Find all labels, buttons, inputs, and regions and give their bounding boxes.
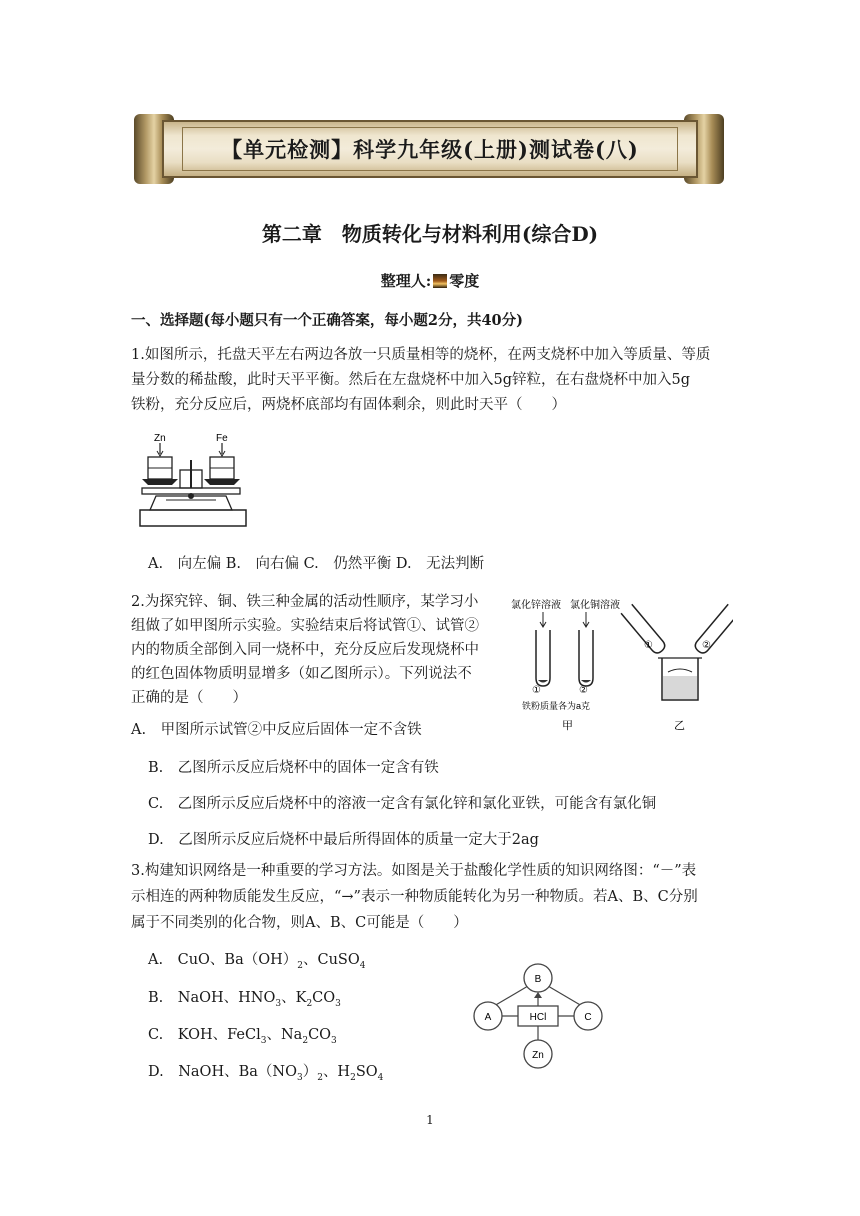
hcl-network-diagram (468, 960, 608, 1072)
organizer-label: 整理人: (380, 272, 432, 290)
q2-line: 组做了如甲图所示实验。实验结束后将试管①、试管② (131, 618, 479, 634)
poured-tube-2-label: ② (702, 640, 711, 651)
tube-2-label: ② (579, 685, 588, 696)
fe-label: Fe (216, 433, 228, 444)
section-title: 一、选择题(每小题只有一个正确答案，每小题2分，共40分) (131, 312, 523, 329)
zn-label: Zn (154, 433, 166, 444)
organizer-line (0, 270, 860, 291)
iron-mass-caption: 铁粉质量各为a克 (522, 701, 591, 711)
q3-line: 示相连的两种物质能发生反应，“→”表示一种物质能转化为另一种物质。若A、B、C分别 (131, 889, 698, 905)
q2-line: 正确的是（ ） (131, 690, 247, 706)
q3-stem (131, 858, 698, 936)
figure-yi-label: 乙 (674, 720, 685, 732)
q1-line: 量分数的稀盐酸，此时天平平衡。然后在左盘烧杯中加入5g锌粒，在右盘烧杯中加入5g (131, 372, 691, 388)
node-c-label: C (584, 1012, 592, 1023)
q1-line: 1.如图所示，托盘天平左右两边各放一只质量相等的烧杯，在两支烧杯中加入等质量、等质 (131, 347, 711, 363)
copper-chloride-label: 氯化铜溶液 (570, 600, 620, 611)
organizer-name: 零度 (449, 272, 480, 290)
q1-stem (131, 343, 710, 418)
node-hcl-label: HCl (529, 1012, 547, 1023)
zinc-chloride-label: 氯化锌溶液 (511, 600, 561, 611)
q2-line: 内的物质全部倒入同一烧杯中，充分反应后发现烧杯中 (131, 642, 479, 658)
tube-1-label: ① (532, 685, 541, 696)
q2-option-b: B. 乙图所示反应后烧杯中的固体一定含有铁 (148, 760, 439, 776)
q3-line: 属于不同类别的化合物，则A、B、C可能是（ ） (131, 915, 468, 931)
test-tube-figure (508, 592, 733, 740)
node-a-label: A (484, 1012, 492, 1023)
q2-option-c: C. 乙图所示反应后烧杯中的溶液一定含有氯化锌和氯化亚铁，可能含有氯化铜 (148, 796, 657, 812)
q2-stem (131, 590, 479, 710)
q3-option-d: D. NaOH、$Ba(NO_3)_2$、$H_2SO_4$ (148, 1064, 384, 1083)
balance-figure (136, 430, 256, 530)
node-b-label: B (534, 974, 542, 985)
figure-jia-label: 甲 (562, 720, 573, 732)
organizer-logo-icon (433, 274, 447, 288)
q2-option-d: D. 乙图所示反应后烧杯中最后所得固体的质量一定大于2ag (148, 832, 539, 848)
q3-option-b: B. NaOH、$HNO_3$、$K_2CO_3$ (148, 990, 341, 1009)
q3-option-a: A. CuO、$Ba(OH)_2$、CuSO$_4$ (148, 952, 366, 971)
q1-options: A. 向左偏 B. 向右偏 C. 仍然平衡 D. 无法判断 (148, 556, 485, 572)
chapter-heading: 第二章 物质转化与材料利用(综合D) (261, 222, 599, 246)
q1-line: 铁粉，充分反应后，两烧杯底部均有固体剩余，则此时天平（ ） (131, 397, 566, 413)
document-title: 【单元检测】科学九年级(上册)测试卷(八) (182, 127, 678, 171)
q2-option-a: A. 甲图所示试管②中反应后固体一定不含铁 (131, 722, 422, 738)
q3-option-c: C. KOH、FeCl$_3$、$Na_2CO_3$ (148, 1027, 337, 1046)
page-number: 1 (426, 1113, 434, 1127)
q2-line: 的红色固体物质明显增多（如乙图所示）。下列说法不 (131, 666, 472, 682)
node-zn-label: Zn (532, 1050, 544, 1061)
poured-tube-1-label: ① (644, 640, 653, 651)
q2-line: 2.为探究锌、铜、铁三种金属的活动性顺序，某学习小 (131, 594, 479, 610)
q3-line: 3.构建知识网络是一种重要的学习方法。如图是关于盐酸化学性质的知识网络图：“－”表 (131, 863, 697, 879)
